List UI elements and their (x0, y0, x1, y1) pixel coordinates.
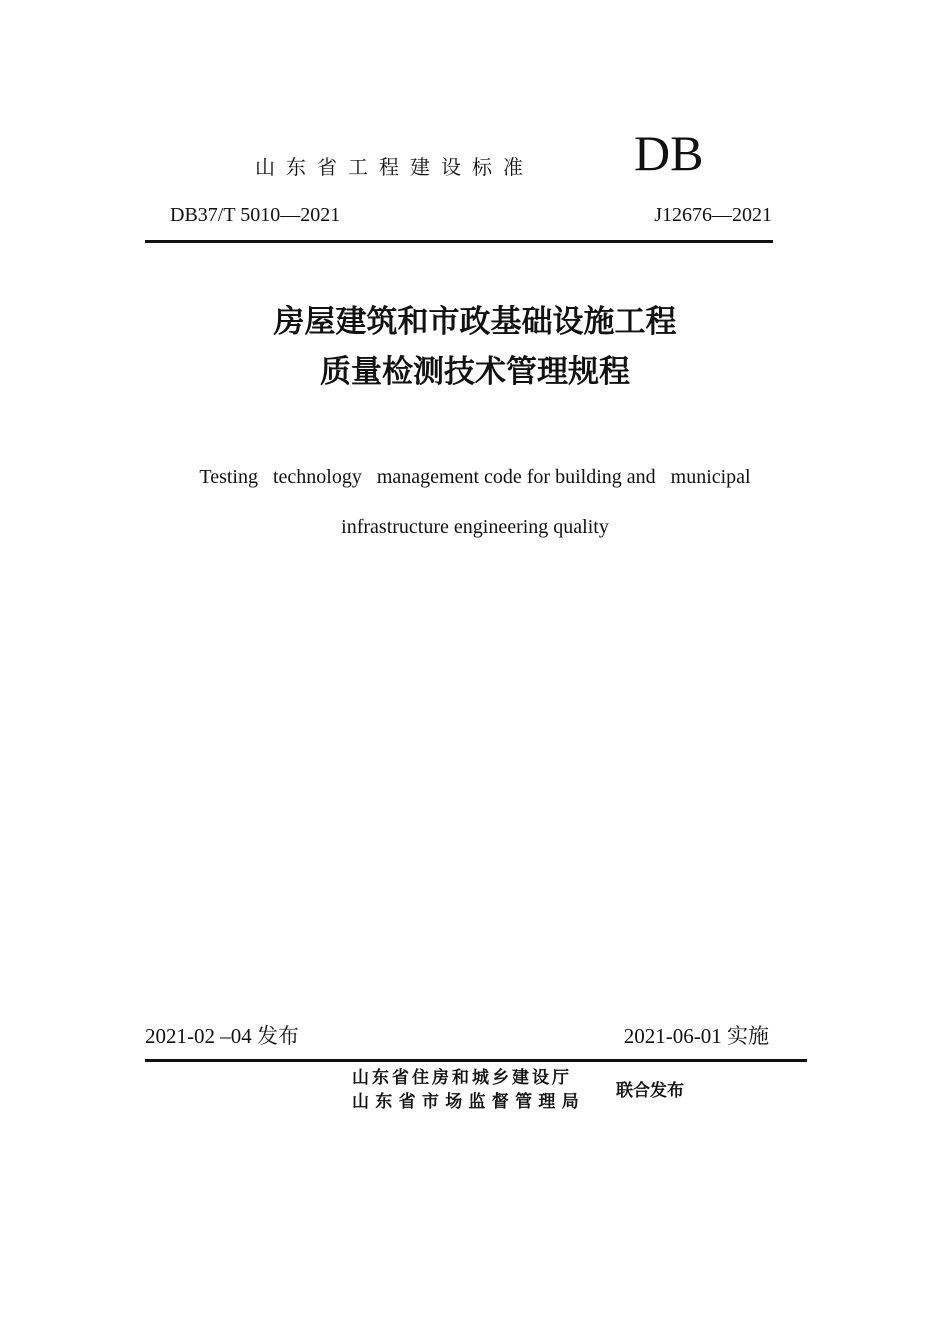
record-number: J12676—2021 (654, 204, 772, 226)
standard-number: DB37/T 5010—2021 (170, 204, 341, 226)
joint-release-label: 联合发布 (616, 1081, 684, 1101)
implementation-date: 2021-06-01 实施 (623, 1024, 769, 1048)
issuer-housing-department: 山东省住房和城乡建设厅 (352, 1068, 572, 1088)
footer-divider (145, 1059, 807, 1062)
issue-date: 2021-02 –04 发布 (145, 1024, 299, 1048)
english-title-line-2: infrastructure engineering quality (341, 516, 609, 538)
header-divider (145, 240, 773, 243)
issuer-market-regulation-bureau: 山东省市场监督管理局 (352, 1092, 585, 1112)
db-mark: DB (634, 125, 704, 181)
issuing-authorities (352, 1066, 585, 1114)
chinese-title (0, 297, 950, 397)
english-title-line-1: Testing technology management code for building and municipal (199, 466, 751, 488)
chinese-title-line-2: 质量检测技术管理规程 (320, 354, 630, 390)
standard-category: 山东省工程建设标准 (255, 155, 534, 179)
english-title (0, 452, 950, 552)
chinese-title-line-1: 房屋建筑和市政基础设施工程 (273, 304, 677, 340)
